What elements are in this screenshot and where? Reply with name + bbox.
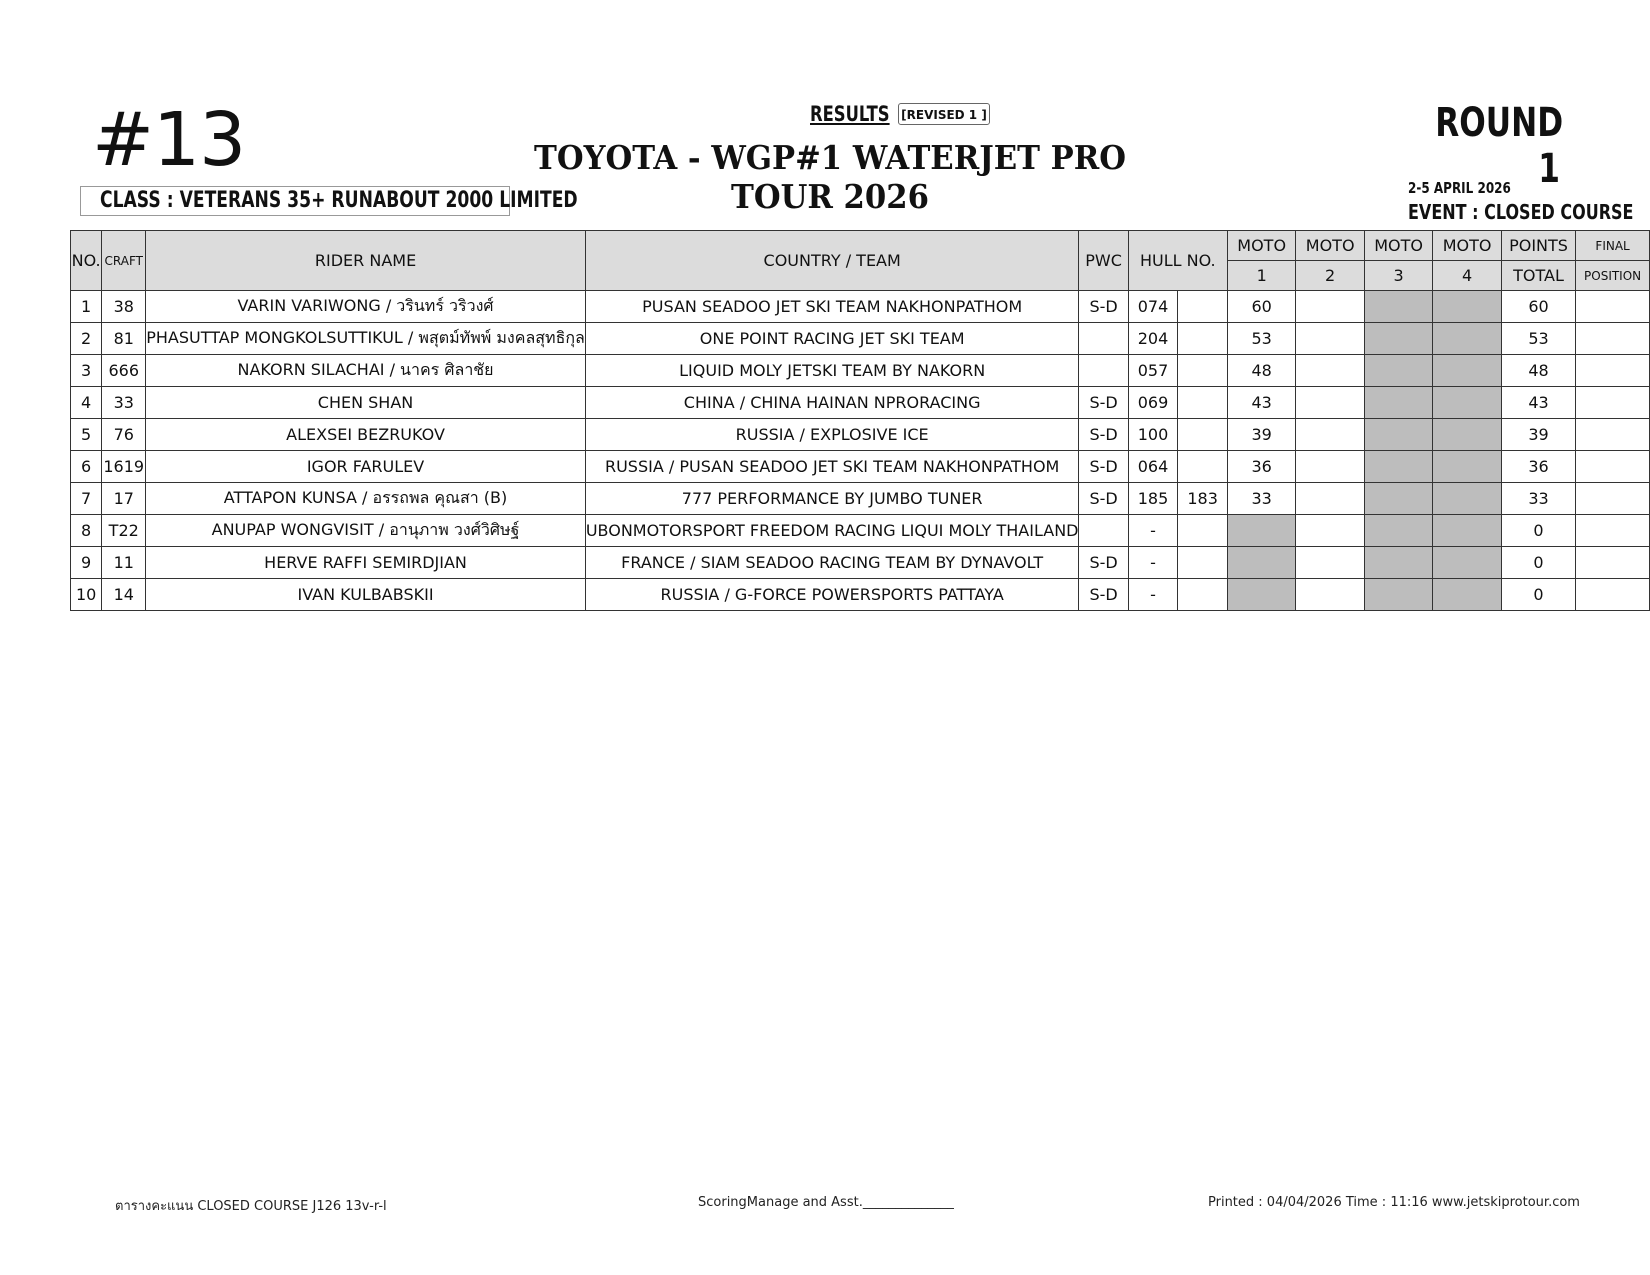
header-pwc: PWC <box>1079 231 1128 291</box>
header-moto3: MOTO <box>1364 231 1432 261</box>
table-header-row-1 <box>71 231 1650 261</box>
cell-no: 6 <box>71 451 102 483</box>
header-position: POSITION <box>1576 261 1650 291</box>
cell-rider: ALEXSEI BEZRUKOV <box>146 419 586 451</box>
cell-hull-alt <box>1178 323 1228 355</box>
cell-team: ONE POINT RACING JET SKI TEAM <box>585 323 1079 355</box>
cell-moto4 <box>1433 419 1501 451</box>
header-points: POINTS <box>1501 231 1575 261</box>
cell-hull: 100 <box>1128 419 1178 451</box>
cell-no: 9 <box>71 547 102 579</box>
cell-pwc <box>1079 355 1128 387</box>
cell-final <box>1576 355 1650 387</box>
header-moto2-number: 2 <box>1296 261 1364 291</box>
cell-total: 33 <box>1501 483 1575 515</box>
cell-final <box>1576 291 1650 323</box>
results-label: RESULTS <box>810 102 890 126</box>
cell-moto4 <box>1433 547 1501 579</box>
table-row <box>71 355 1650 387</box>
cell-team: FRANCE / SIAM SEADOO RACING TEAM BY DYNAVOLT <box>585 547 1079 579</box>
cell-hull-alt <box>1178 451 1228 483</box>
event-title: TOYOTA - WGP#1 WATERJET PRO TOUR 2026 <box>534 138 1126 216</box>
cell-pwc: S-D <box>1079 419 1128 451</box>
cell-team: LIQUID MOLY JETSKI TEAM BY NAKORN <box>585 355 1079 387</box>
cell-moto2 <box>1296 579 1364 611</box>
table-row <box>71 419 1650 451</box>
cell-moto1 <box>1227 579 1295 611</box>
cell-final <box>1576 483 1650 515</box>
footer-print-info: Printed : 04/04/2026 Time : 11:16 www.jetskiprotour.com <box>1208 1195 1580 1210</box>
cell-moto1: 33 <box>1227 483 1295 515</box>
table-row <box>71 291 1650 323</box>
cell-rider: PHASUTTAP MONGKOLSUTTIKUL / พสุตม์ทัพพ์ มงคลสุทธิกุล <box>146 323 586 355</box>
cell-moto4 <box>1433 355 1501 387</box>
cell-hull-alt <box>1178 355 1228 387</box>
cell-hull: - <box>1128 547 1178 579</box>
cell-craft: 81 <box>102 323 146 355</box>
results-table <box>70 230 1650 611</box>
cell-craft: 17 <box>102 483 146 515</box>
header-moto2: MOTO <box>1296 231 1364 261</box>
cell-team: RUSSIA / G-FORCE POWERSPORTS PATTAYA <box>585 579 1079 611</box>
cell-hull-alt <box>1178 515 1228 547</box>
footer-signature-line: ScoringManage and Asst.______________ <box>698 1195 954 1210</box>
table-row <box>71 451 1650 483</box>
cell-hull-alt <box>1178 291 1228 323</box>
cell-hull: 064 <box>1128 451 1178 483</box>
cell-moto2 <box>1296 451 1364 483</box>
cell-no: 8 <box>71 515 102 547</box>
table-row <box>71 323 1650 355</box>
cell-hull-alt <box>1178 419 1228 451</box>
header-country-team: COUNTRY / TEAM <box>585 231 1079 291</box>
footer-document-code: ตารางคะแนน CLOSED COURSE J126 13v-r-l <box>115 1199 387 1214</box>
cell-team: UBONMOTORSPORT FREEDOM RACING LIQUI MOLY THAILAND <box>585 515 1079 547</box>
cell-total: 0 <box>1501 515 1575 547</box>
cell-moto4 <box>1433 323 1501 355</box>
cell-total: 53 <box>1501 323 1575 355</box>
cell-moto3 <box>1364 419 1432 451</box>
event-dates: 2-5 APRIL 2026 <box>1408 179 1511 197</box>
cell-moto4 <box>1433 483 1501 515</box>
cell-moto3 <box>1364 291 1432 323</box>
cell-team: RUSSIA / EXPLOSIVE ICE <box>585 419 1079 451</box>
cell-total: 39 <box>1501 419 1575 451</box>
cell-moto4 <box>1433 387 1501 419</box>
cell-hull-alt <box>1178 579 1228 611</box>
header-final: FINAL <box>1576 231 1650 261</box>
header-moto4: MOTO <box>1433 231 1501 261</box>
header-craft: CRAFT <box>102 231 146 291</box>
cell-pwc: S-D <box>1079 547 1128 579</box>
cell-craft: 38 <box>102 291 146 323</box>
cell-rider: IVAN KULBABSKII <box>146 579 586 611</box>
cell-moto3 <box>1364 547 1432 579</box>
cell-final <box>1576 451 1650 483</box>
cell-total: 60 <box>1501 291 1575 323</box>
cell-team: RUSSIA / PUSAN SEADOO JET SKI TEAM NAKHONPATHOM <box>585 451 1079 483</box>
cell-moto3 <box>1364 451 1432 483</box>
event-type: EVENT : CLOSED COURSE <box>1408 200 1634 224</box>
cell-final <box>1576 387 1650 419</box>
cell-rider: IGOR FARULEV <box>146 451 586 483</box>
table-row <box>71 483 1650 515</box>
cell-hull: 057 <box>1128 355 1178 387</box>
cell-moto3 <box>1364 387 1432 419</box>
cell-moto2 <box>1296 387 1364 419</box>
cell-pwc <box>1079 515 1128 547</box>
cell-final <box>1576 323 1650 355</box>
round-label: ROUND 1 <box>1435 100 1564 192</box>
cell-team: PUSAN SEADOO JET SKI TEAM NAKHONPATHOM <box>585 291 1079 323</box>
header-moto1: MOTO <box>1227 231 1295 261</box>
cell-final <box>1576 515 1650 547</box>
cell-pwc: S-D <box>1079 291 1128 323</box>
cell-total: 36 <box>1501 451 1575 483</box>
cell-moto4 <box>1433 451 1501 483</box>
cell-pwc: S-D <box>1079 483 1128 515</box>
cell-craft: 1619 <box>102 451 146 483</box>
cell-moto1: 39 <box>1227 419 1295 451</box>
cell-total: 48 <box>1501 355 1575 387</box>
table-row <box>71 387 1650 419</box>
header-total: TOTAL <box>1501 261 1575 291</box>
cell-craft: 33 <box>102 387 146 419</box>
cell-moto1 <box>1227 515 1295 547</box>
header-moto4-number: 4 <box>1433 261 1501 291</box>
cell-final <box>1576 419 1650 451</box>
cell-moto3 <box>1364 515 1432 547</box>
cell-moto3 <box>1364 355 1432 387</box>
cell-rider: CHEN SHAN <box>146 387 586 419</box>
cell-moto2 <box>1296 323 1364 355</box>
table-row <box>71 579 1650 611</box>
cell-no: 7 <box>71 483 102 515</box>
cell-moto4 <box>1433 291 1501 323</box>
cell-no: 5 <box>71 419 102 451</box>
cell-no: 2 <box>71 323 102 355</box>
cell-total: 0 <box>1501 547 1575 579</box>
cell-moto2 <box>1296 355 1364 387</box>
cell-hull-alt <box>1178 547 1228 579</box>
cell-hull: 204 <box>1128 323 1178 355</box>
cell-final <box>1576 547 1650 579</box>
cell-no: 1 <box>71 291 102 323</box>
header-rider-name: RIDER NAME <box>146 231 586 291</box>
cell-hull: 185 <box>1128 483 1178 515</box>
cell-no: 4 <box>71 387 102 419</box>
class-label: CLASS : VETERANS 35+ RUNABOUT 2000 LIMITED <box>100 188 578 213</box>
cell-moto2 <box>1296 547 1364 579</box>
cell-pwc: S-D <box>1079 451 1128 483</box>
revised-badge: [REVISED 1 ] <box>898 103 990 125</box>
cell-moto3 <box>1364 579 1432 611</box>
cell-moto1: 36 <box>1227 451 1295 483</box>
cell-pwc: S-D <box>1079 387 1128 419</box>
cell-hull: 074 <box>1128 291 1178 323</box>
cell-rider: ANUPAP WONGVISIT / อานุภาพ วงศ์วิศิษฐ์ <box>146 515 586 547</box>
cell-pwc: S-D <box>1079 579 1128 611</box>
cell-moto3 <box>1364 323 1432 355</box>
cell-hull-alt: 183 <box>1178 483 1228 515</box>
cell-moto1 <box>1227 547 1295 579</box>
table-row <box>71 547 1650 579</box>
cell-hull: - <box>1128 579 1178 611</box>
header-no: NO. <box>71 231 102 291</box>
cell-hull: 069 <box>1128 387 1178 419</box>
cell-total: 0 <box>1501 579 1575 611</box>
cell-craft: 666 <box>102 355 146 387</box>
cell-rider: HERVE RAFFI SEMIRDJIAN <box>146 547 586 579</box>
header-moto3-number: 3 <box>1364 261 1432 291</box>
cell-moto1: 48 <box>1227 355 1295 387</box>
cell-moto2 <box>1296 419 1364 451</box>
cell-no: 3 <box>71 355 102 387</box>
cell-moto1: 60 <box>1227 291 1295 323</box>
cell-hull: - <box>1128 515 1178 547</box>
cell-rider: VARIN VARIWONG / วรินทร์ วริวงศ์ <box>146 291 586 323</box>
cell-moto2 <box>1296 291 1364 323</box>
cell-team: 777 PERFORMANCE BY JUMBO TUNER <box>585 483 1079 515</box>
header-moto1-number: 1 <box>1227 261 1295 291</box>
cell-moto1: 53 <box>1227 323 1295 355</box>
cell-moto1: 43 <box>1227 387 1295 419</box>
cell-moto3 <box>1364 483 1432 515</box>
sheet-number: #13 <box>92 97 246 183</box>
cell-craft: 11 <box>102 547 146 579</box>
cell-moto2 <box>1296 483 1364 515</box>
cell-final <box>1576 579 1650 611</box>
cell-craft: T22 <box>102 515 146 547</box>
cell-craft: 14 <box>102 579 146 611</box>
cell-moto4 <box>1433 515 1501 547</box>
cell-hull-alt <box>1178 387 1228 419</box>
cell-craft: 76 <box>102 419 146 451</box>
header-hull-no: HULL NO. <box>1128 231 1227 291</box>
cell-moto4 <box>1433 579 1501 611</box>
cell-rider: NAKORN SILACHAI / นาคร ศิลาชัย <box>146 355 586 387</box>
cell-team: CHINA / CHINA HAINAN NPRORACING <box>585 387 1079 419</box>
table-row <box>71 515 1650 547</box>
cell-moto2 <box>1296 515 1364 547</box>
cell-rider: ATTAPON KUNSA / อรรถพล คุณสา (B) <box>146 483 586 515</box>
cell-pwc <box>1079 323 1128 355</box>
cell-no: 10 <box>71 579 102 611</box>
cell-total: 43 <box>1501 387 1575 419</box>
